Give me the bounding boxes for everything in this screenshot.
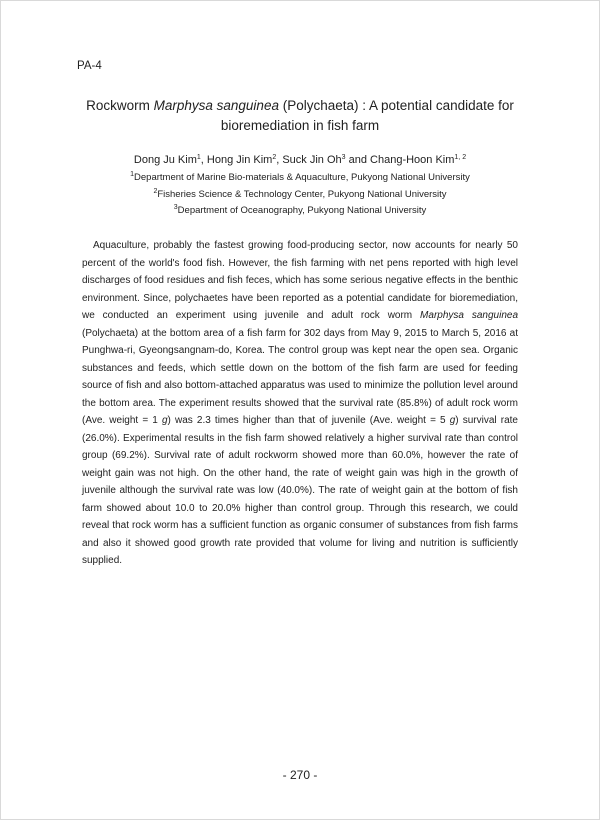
title-suffix: (Polychaeta) : A potential candidate for xyxy=(278,98,514,113)
paper-code: PA-4 xyxy=(77,60,102,72)
author-2: , Hong Jin Kim xyxy=(200,154,273,166)
affiliation-1-number: 1 xyxy=(130,171,135,178)
affiliation-3-text: Department of Oceanography, Pukyong National University xyxy=(177,205,427,216)
author-list xyxy=(40,152,560,168)
author-3-affil: 3 xyxy=(341,154,346,161)
title-line-2: bioremediation in fish farm xyxy=(220,118,380,133)
abstract-part-4: ) survival rate (26.0%). Experimental results in the fish farm showed relatively a higher survival rate than control group (69.2%). Survival rate of adult rockworm showed more than 60.0%, however the rate of weight gain was not high. On the other hand, the rate of weight gain was high in the growth of juvenile although the survival rate was low (40.0%). The rate of weight gain at the bottom of fish farm showed about 10.0 to 20.0% higher than control group. Through this research, we could reveal that rock worm has a sufficient function as organic consumer of substances from fish farms and also it showed good growth rate provided that volume for living and nutrition is sufficiently supplied. xyxy=(82,415,518,566)
affiliation-1-text: Department of Marine Bio-materials & Aquaculture, Pukyong National University xyxy=(134,172,470,183)
title-species: Marphysa sanguinea xyxy=(153,98,279,113)
affiliation-2 xyxy=(40,188,560,202)
author-4-affil: 1, 2 xyxy=(454,154,467,161)
abstract-species: Marphysa sanguinea xyxy=(420,310,519,321)
author-3: , Suck Jin Oh xyxy=(276,154,342,166)
affiliation-3 xyxy=(40,204,560,218)
affiliation-3-number: 3 xyxy=(173,204,178,211)
abstract-unit-g-2: g xyxy=(449,415,456,426)
author-1: Dong Ju Kim xyxy=(133,154,197,166)
affiliation-2-number: 2 xyxy=(153,188,158,195)
author-1-affil: 1 xyxy=(196,154,201,161)
abstract-unit-g-1: g xyxy=(161,415,168,426)
affiliation-2-text: Fisheries Science & Technology Center, Pukyong National University xyxy=(157,189,447,200)
abstract-part-3: ) was 2.3 times higher than that of juvenile (Ave. weight = 5 xyxy=(167,415,450,426)
abstract-part-1: Aquaculture, probably the fastest growing food-producing sector, now accounts for nearly 50 percent of the world's food fish. However, the fish farming with net pens reported with high level discharges of food residues and fish feces, which has some serious negative effects in the benthic environment. Since, polychaetes have been reported as a potential candidate for bioremediation, we conducted an experiment using juvenile and adult rock worm xyxy=(82,240,518,321)
abstract-part-2: (Polychaeta) at the bottom area of a fish farm for 302 days from May 9, 2015 to March 5, 2016 at Punghwa-ri, Gyeongsangnam-do, Korea. The control group was kept near the open sea. Organic substances and feeds, which settle down on the bottom of the fish farm are used for feeding source of fish and also bottom-attached apparatus was used to minimize the pollution level around the bottom area. The experiment results showed that the survival rate (85.8%) of adult rock worm (Ave. weight = 1 xyxy=(82,327,518,426)
title-prefix: Rockworm xyxy=(86,98,154,113)
abstract-body xyxy=(82,237,518,570)
author-4: and Chang-Hoon Kim xyxy=(345,154,455,166)
author-2-affil: 2 xyxy=(272,154,277,161)
affiliation-1 xyxy=(40,171,560,185)
page-number: - 270 - xyxy=(282,768,318,782)
paper-title xyxy=(40,96,560,136)
